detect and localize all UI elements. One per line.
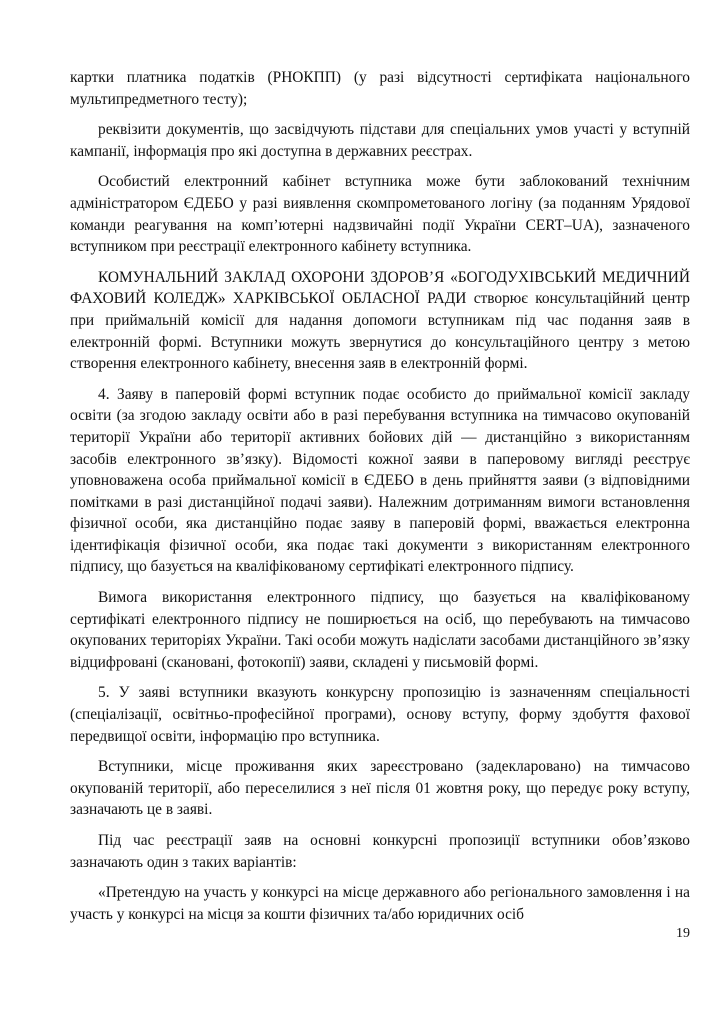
paragraph: 5. У заяві вступники вказують конкурсну пропозицію із зазначенням спеціальності (спеціалізації, освітньо-професійної програми), основу вступу, форму здобуття фахової передвищої освіти, інформацію про вступника. (70, 684, 690, 745)
document-body (70, 67, 690, 934)
paragraph: Під час реєстрації заяв на основні конкурсні пропозиції вступники обов’язково зазначають один з таких варіантів: (70, 832, 690, 871)
page-number: 19 (676, 926, 690, 941)
paragraph: «Претендую на участь у конкурсі на місце державного або регіонального замовлення і на участь у конкурсі на місця за кошти фізичних та/або юридичних осіб (70, 884, 690, 923)
paragraph: Вступники, місце проживання яких зареєстровано (задекларовано) на тимчасово окупованій території, або переселилися з неї після 01 жовтня року, що передує року вступу, зазначають це в заяві. (70, 758, 690, 819)
paragraph: Вимога використання електронного підпису, що базується на кваліфікованому сертифікаті електронного підпису не поширюється на осіб, що перебувають на тимчасово окупованих територіях України. Такі особи можуть надіслати засобами дистанційного зв’язку відцифровані (скановані, фотокопії) заяви, складені у письмовій формі. (70, 589, 690, 671)
paragraph: КОМУНАЛЬНИЙ ЗАКЛАД ОХОРОНИ ЗДОРОВ’Я «БОГОДУХІВСЬКИЙ МЕДИЧНИЙ ФАХОВИЙ КОЛЕДЖ» ХАРКІВСЬКОЇ ОБЛАСНОЇ РАДИ створює консультаційний центр при приймальній комісії для надання допомоги вступникам під час подання заяв в електронній формі. Вступники можуть звернутися до консультаційного центру з метою створення електронного кабінету, внесення заяв в електронній формі. (70, 268, 690, 373)
paragraph: 4. Заяву в паперовій формі вступник подає особисто до приймальної комісії закладу освіти (за згодою закладу освіти або в разі перебування вступника на тимчасово окупованій території України або території активних бойових дій — дистанційно з використанням засобів електронного зв’язку). Відомості кожної заяви в паперовому вигляді реєструє уповноважена особа приймальної комісії в ЄДЕБО в день прийняття заяви (з відповідними помітками в разі дистанційної подачі заяви). Належним дотриманням вимоги встановлення фізичної особи, яка дистанційно подає заяву в паперовій формі, вважається електронна ідентифікація фізичної особи, яка подає такі документи з використанням електронного підпису, що базується на кваліфікованому сертифікаті електронного підпису. (70, 385, 690, 576)
paragraph: Особистий електронний кабінет вступника може бути заблокований технічним адміністратором ЄДЕБО у разі виявлення скомпрометованого логіну (за поданням Урядової команди реагування на комп’ютерні надзвичайні події України CERT–UA), зазначеного вступником при реєстрації електронного кабінету вступника. (70, 173, 690, 256)
paragraph: картки платника податків (РНОКПП) (у разі відсутності сертифіката національного мультипредметного тесту); (70, 69, 690, 108)
paragraph: реквізити документів, що засвідчують підстави для спеціальних умов участі у вступній кампанії, інформація про які доступна в державних реєстрах. (70, 121, 690, 160)
